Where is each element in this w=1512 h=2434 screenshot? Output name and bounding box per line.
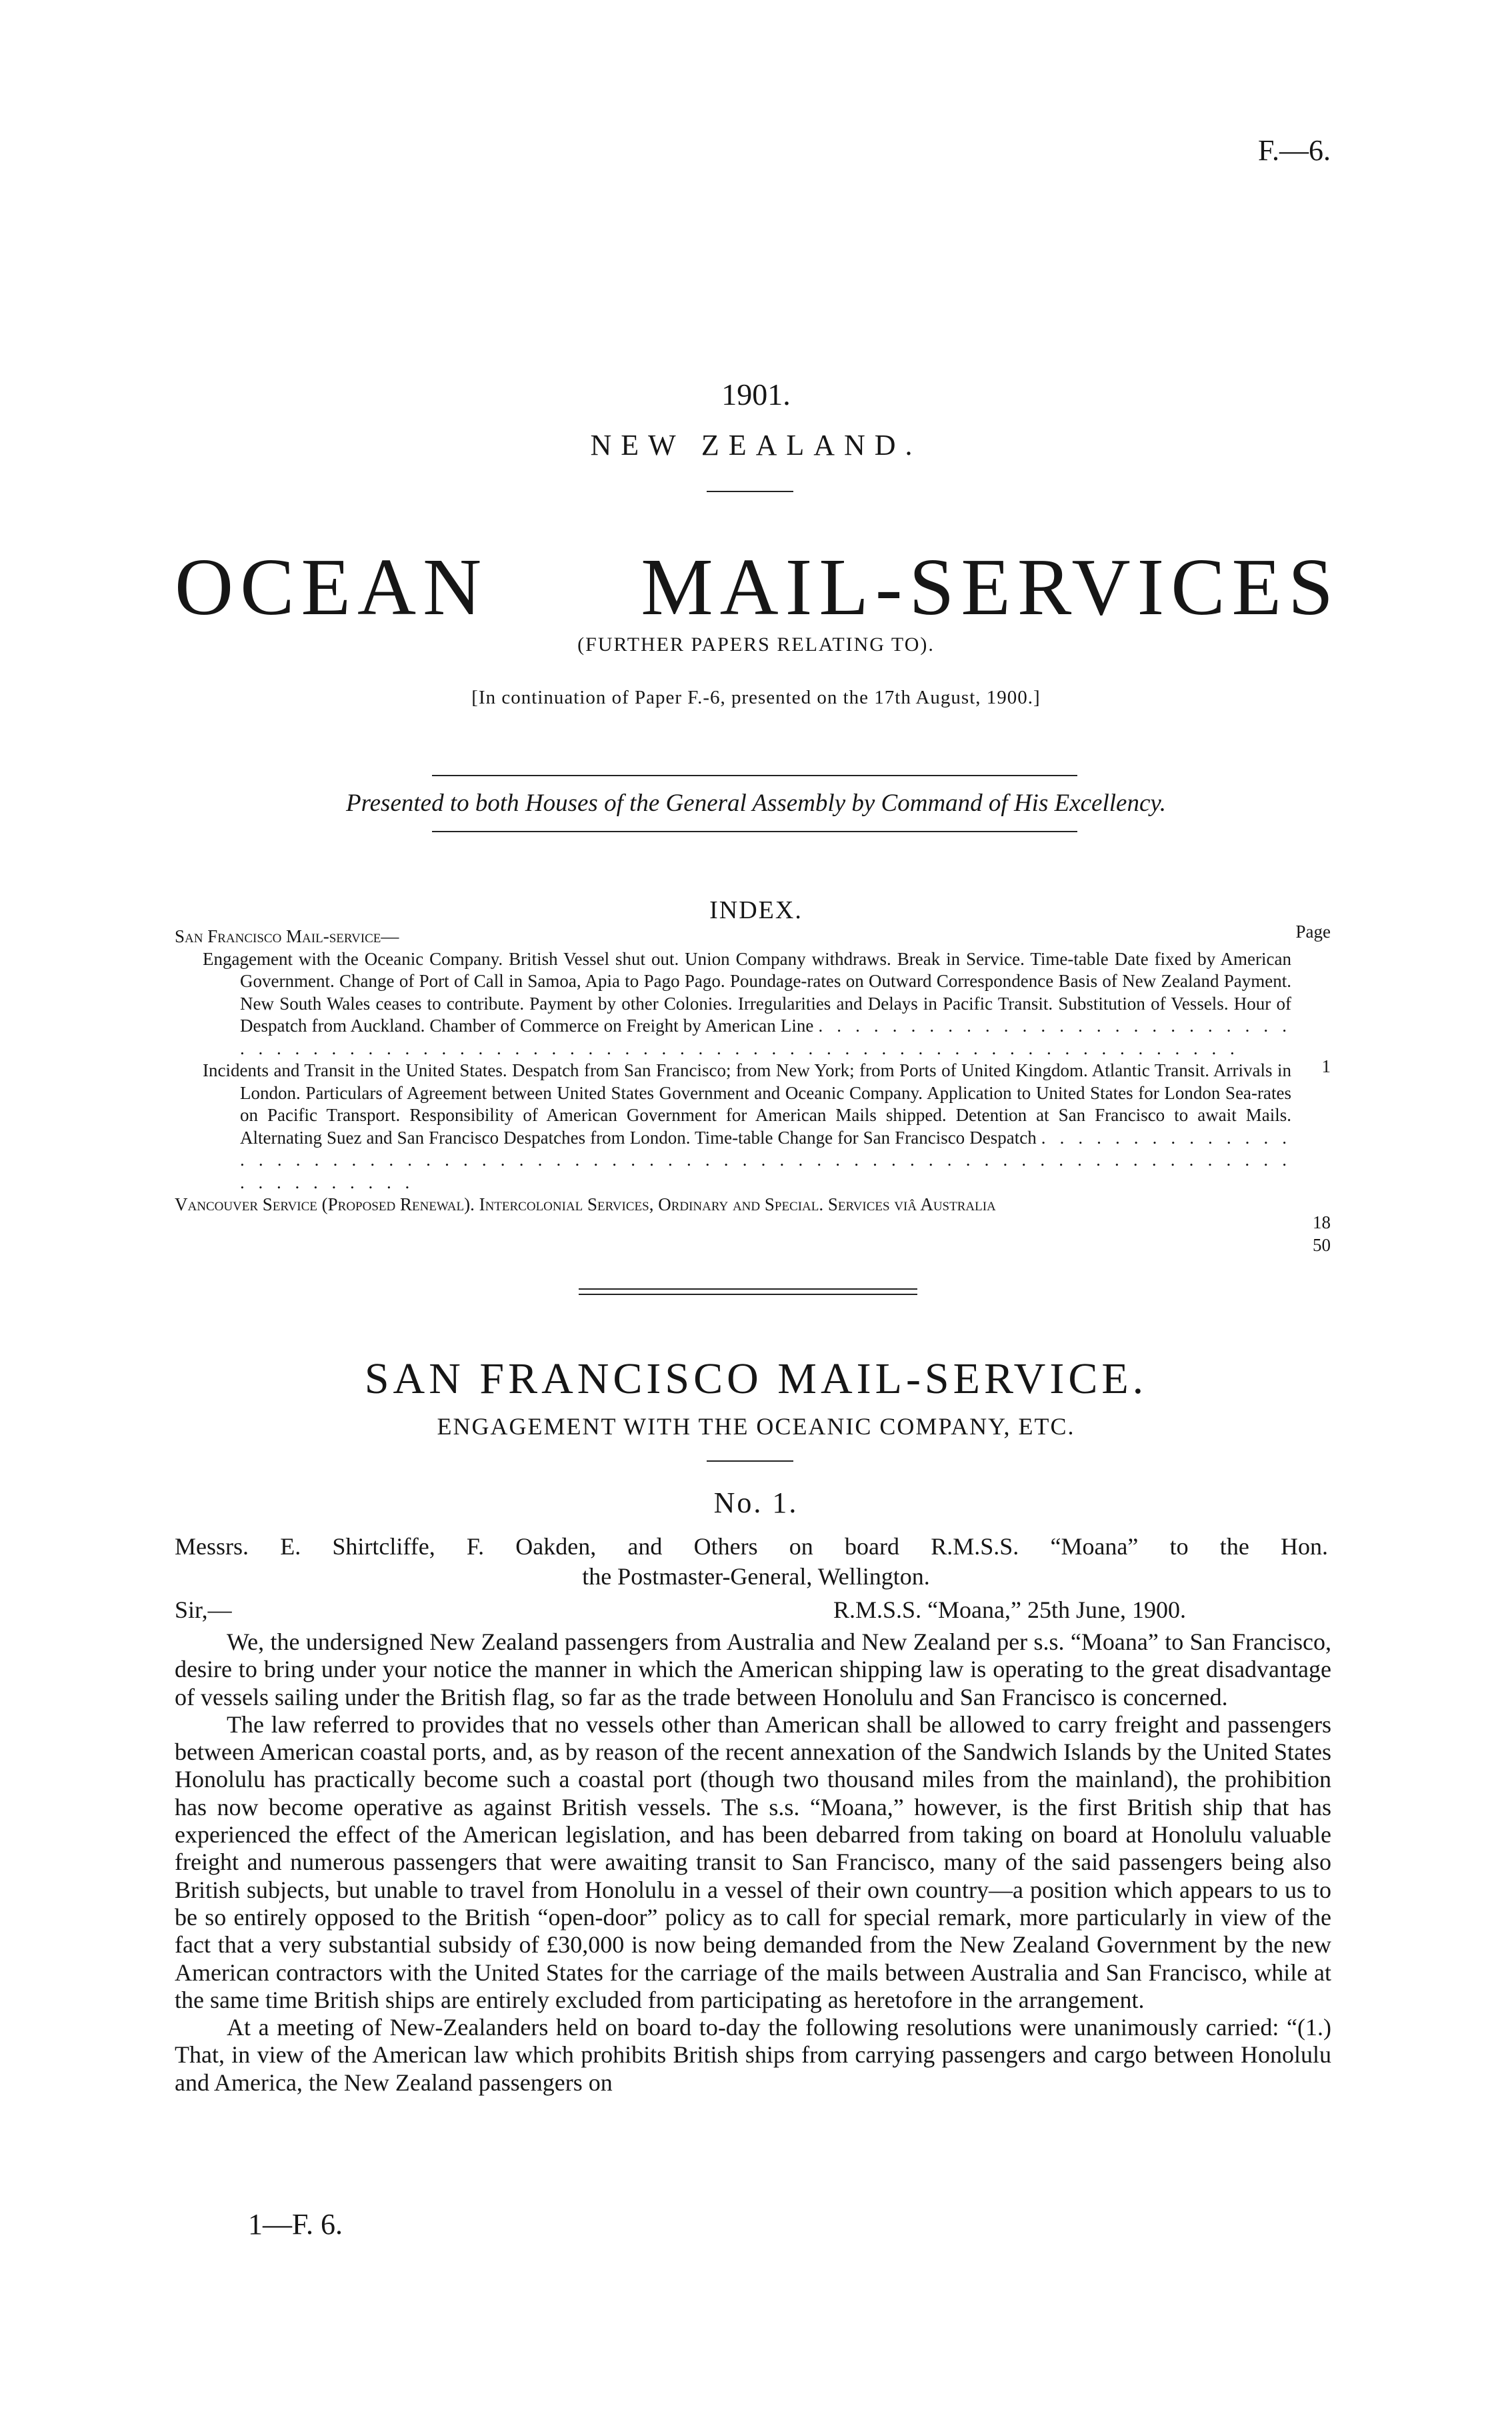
- dateline: R.M.S.S. “Moana,” 25th June, 1900.: [833, 1596, 1186, 1623]
- country: NEW ZEALAND.: [590, 429, 922, 461]
- index-entry-text: Incidents and Transit in the United States. Despatch from San Francisco; from New York; from Ports of United Kingdom. Atlantic Transit. Arrivals in London. Particulars of Agreement between United States Government and Oceanic Company. Application to United States for London Sea-rates on Pacific Transport. Responsibility of American Government for American Mails shipped. Detention at San Francisco to await Mails. Alternating Suez and San Francisco Despatches from London. Time-table Change for San Francisco Despatch: [203, 1060, 1291, 1148]
- index-section-san-francisco: [175, 926, 1331, 948]
- index-entry-1: [175, 948, 1331, 1060]
- index-entry-3: [175, 1194, 1331, 1216]
- index-leader: . . . . . . . . . . . . . . . . . . . . . . . . . . . . . . . . . . . . . . . . . . . . . . . . . . . . . . . . . . . . . . . . . . . . . . . . . . . . . . . . .: [240, 1127, 1292, 1192]
- main-title: [175, 542, 1340, 632]
- year: 1901.: [721, 377, 791, 411]
- index-leader: . . . . . . . . . . . . . . . . . . . . . . . . . . . . . . . . . . . . . . . . . . . . . . . . . . . . . . . . . . . . . . . . . . . . . . . . . . . . . . . . .: [240, 1016, 1292, 1058]
- index-entry-text: Vancouver Service (Proposed Renewal). Intercolonial Services, Ordinary and Special. Services viâ Australia: [175, 1194, 996, 1214]
- paragraph-2: The law referred to provides that no vessels other than American shall be allowed to carry freight and passengers between American coastal ports, and, as by reason of the recent annexation of the Sandwich Islands by the United States Honolulu has practically become such a coastal port (though two thousand miles from the mainland), the prohibition has now become operative as against British vessels. The s.s. “Moana,” however, is the first British ship that has experienced the effect of the American legislation, and has been debarred from taking on board at Honolulu valuable freight and numerous passengers that were awaiting transit to San Francisco, many of the said passengers being also British subjects, but unable to travel from Honolulu in a vessel of their own country—a position which appears to us to be so entirely opposed to the British “open-door” policy as to call for special remark, more particularly in view of the fact that a very substantial subsidy of £30,000 is now being demanded from the New Zealand Government by the new American contractors with the United States for the carriage of the mails between Australia and San Francisco, while at the same time British ships are entirely excluded from participating as heretofore in the arrangement.: [175, 1710, 1331, 2013]
- index-heading: INDEX.: [709, 896, 803, 924]
- index-page-number-1: 1: [1321, 1056, 1331, 1076]
- divider-bottom-presented: [432, 831, 1077, 832]
- index-entry-text: Engagement with the Oceanic Company. British Vessel shut out. Union Company withdraws. Break in Service. Time-table Date fixed by American Government. Change of Port of Call in Samoa, Apia to Pago Pago. Poundage-rates on Outward Correspondence Basis of New Zealand Payment. New South Wales ceases to contribute. Payment by other Colonies. Irregularities and Delays in Pacific Transit. Substitution of Vessels. Hour of Despatch from Auckland. Chamber of Commerce on Freight by American Line: [203, 948, 1291, 1036]
- letter-number: No. 1.: [713, 1486, 799, 1519]
- main-title-word-1: OCEAN: [175, 542, 489, 632]
- document-id: F.—6.: [1258, 134, 1331, 167]
- section-title: SAN FRANCISCO MAIL-SERVICE.: [364, 1354, 1148, 1403]
- continuation-note: [In continuation of Paper F.-6, presented on the 17th August, 1900.]: [471, 687, 1041, 708]
- letter-body: [175, 1628, 1331, 2097]
- divider-top-presented: [432, 775, 1077, 776]
- paragraph-1: We, the undersigned New Zealand passengers from Australia and New Zealand per s.s. “Moana” to San Francisco, desire to bring under your notice the manner in which the American shipping law is operating to the great disadvantage of vessels sailing under the British flag, so far as the trade between Honolulu and San Francisco is concerned.: [175, 1628, 1331, 1710]
- divider-short: [707, 491, 793, 492]
- index-entry-2: [175, 1060, 1331, 1194]
- section-subtitle: ENGAGEMENT WITH THE OCEANIC COMPANY, ETC.: [437, 1413, 1075, 1440]
- main-subtitle: (FURTHER PAPERS RELATING TO).: [577, 634, 935, 656]
- divider-section: [707, 1460, 793, 1462]
- address-line-1: Messrs. E. Shirtcliffe, F. Oakden, and Others on board R.M.S.S. “Moana” to the Hon.: [175, 1533, 1328, 1560]
- index-page-number-2: 18: [1313, 1212, 1331, 1232]
- presented-note: Presented to both Houses of the General Assembly by Command of His Excellency.: [346, 790, 1166, 817]
- double-rule-top: [579, 1288, 917, 1290]
- paragraph-3: At a meeting of New-Zealanders held on board to-day the following resolutions were unanimously carried: “(1.) That, in view of the American law which prohibits British ships from carrying passengers and cargo between Honolulu and America, the New Zealand passengers on: [175, 2014, 1331, 2096]
- index-page-label: Page: [1295, 922, 1331, 942]
- page-signature: 1—F. 6.: [248, 2208, 343, 2241]
- salutation: Sir,—: [175, 1596, 232, 1623]
- index-page-number-3: 50: [1313, 1235, 1331, 1255]
- index-list: [175, 926, 1331, 1216]
- address-line-2: the Postmaster-General, Wellington.: [582, 1563, 930, 1590]
- double-rule-bottom: [579, 1294, 917, 1295]
- main-title-word-2: MAIL-SERVICES: [641, 542, 1340, 632]
- index-section-label: San Francisco Mail-service—: [175, 926, 399, 946]
